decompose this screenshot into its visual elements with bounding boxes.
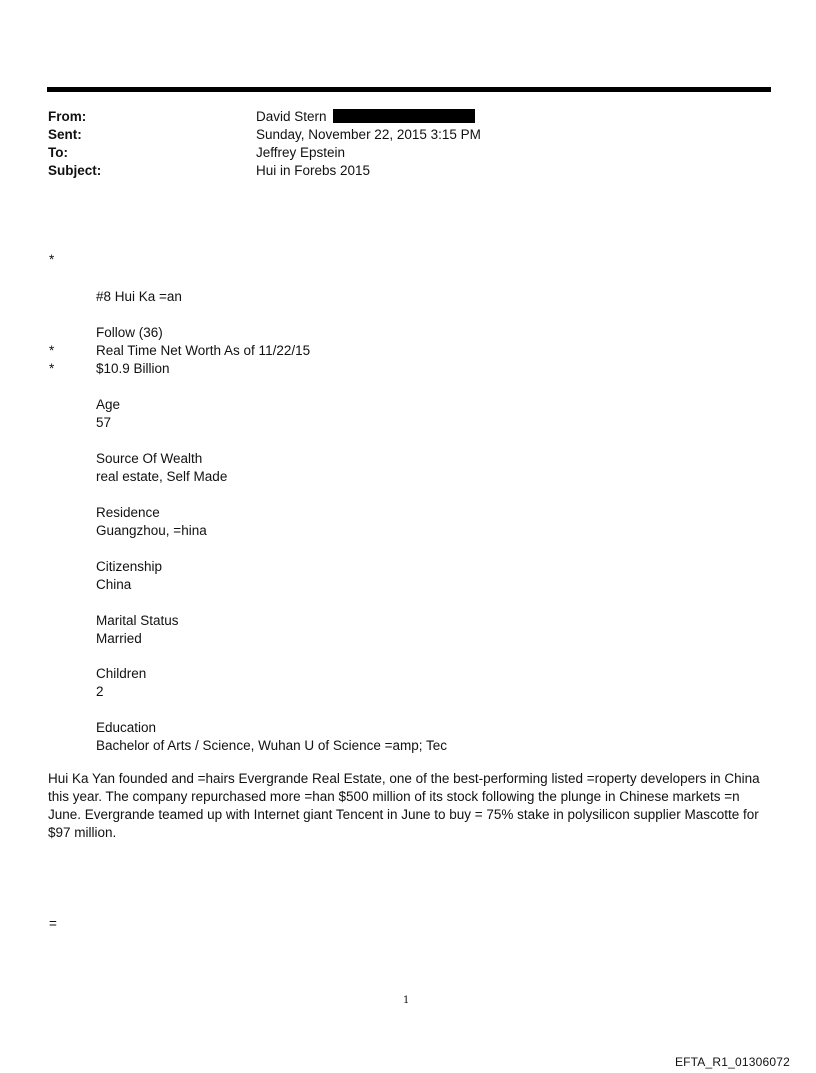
rank-name: #8 Hui Ka =an <box>96 289 182 304</box>
profile-value: Guangzhou, =hina <box>96 523 207 538</box>
from-name: David Stern <box>256 109 327 124</box>
from-value <box>256 108 475 126</box>
profile-value: China <box>96 577 132 592</box>
profile-label: Children <box>96 666 147 681</box>
page-number: 1 <box>403 995 410 1006</box>
from-label: From: <box>48 109 87 124</box>
profile-value: 2 <box>96 684 104 699</box>
profile-label: Marital Status <box>96 613 179 628</box>
profile-label: Source Of Wealth <box>96 451 203 466</box>
bates-number: EFTA_R1_01306072 <box>674 1055 790 1069</box>
profile-label: Education <box>96 720 157 735</box>
subject-value: Hui in Forebs 2015 <box>256 163 371 178</box>
profile-label: Age <box>96 397 121 412</box>
subject-label: Subject: <box>48 163 102 178</box>
profile-value: Bachelor of Arts / Science, Wuhan U of Science =amp; Tec <box>96 738 448 753</box>
networth-value: $10.9 Billion <box>96 361 170 376</box>
profile-label: Residence <box>96 505 160 520</box>
sent-label: Sent: <box>48 127 82 142</box>
header-rule <box>47 87 771 92</box>
bullet-marker: * <box>49 252 55 267</box>
bio-paragraph: Hui Ka Yan founded and =hairs Evergrande Real Estate, one of the best-performing listed =roperty developers in China this year. The company repurchased more =han $500 million of its stock following the plunge in Chinese markets =n June. Evergrande teamed up with Internet giant Tencent in June to buy = 75% stake in polysilicon supplier Mascotte for $97 million. <box>48 771 760 840</box>
follow-count: Follow (36) <box>96 325 163 340</box>
sent-value: Sunday, November 22, 2015 3:15 PM <box>256 127 481 142</box>
trailing-marker: = <box>49 916 57 931</box>
to-label: To: <box>48 145 68 160</box>
profile-label: Citizenship <box>96 559 163 574</box>
profile-value: real estate, Self Made <box>96 469 228 484</box>
profile-value: Married <box>96 631 142 646</box>
bullet-marker: * <box>49 343 55 358</box>
redaction-block <box>333 109 475 123</box>
to-value: Jeffrey Epstein <box>256 145 346 160</box>
profile-value: 57 <box>96 415 112 430</box>
bullet-marker: * <box>49 361 55 376</box>
networth-label: Real Time Net Worth As of 11/22/15 <box>96 343 311 358</box>
